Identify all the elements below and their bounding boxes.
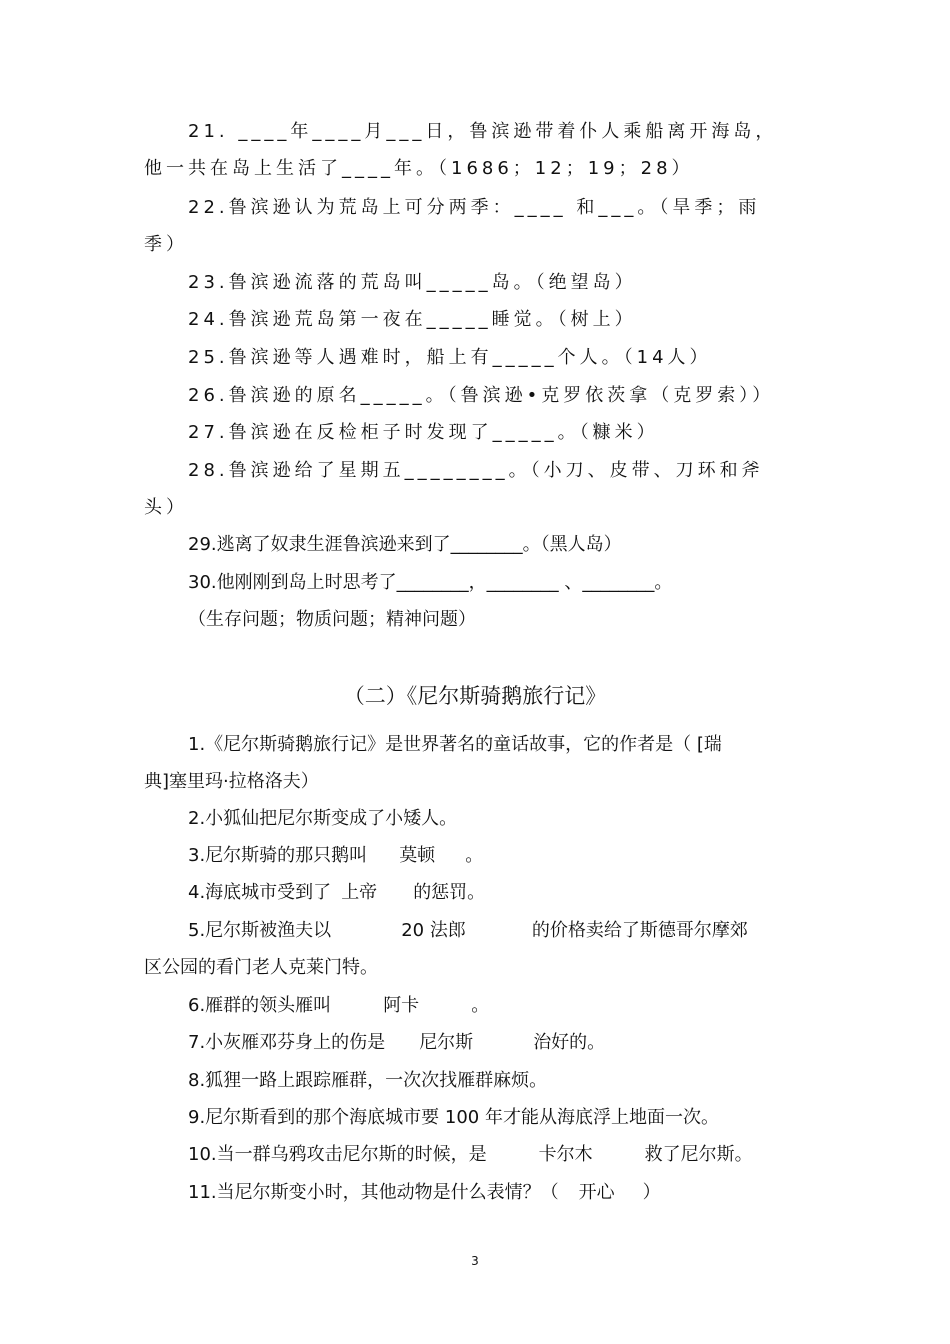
question-24: 24.鲁滨逊荒岛第一夜在_____睡觉。（树上） xyxy=(188,309,637,330)
question-6-answer: 阿卡 xyxy=(383,995,420,1016)
question-1-line2: 典]塞里玛·拉格洛夫） xyxy=(144,771,319,792)
question-28-line1: 28.鲁滨逊给了星期五________。（小刀、皮带、刀环和斧 xyxy=(188,460,764,481)
question-4-answer: 上帝 xyxy=(341,882,378,903)
question-10 xyxy=(188,1142,753,1168)
question-11-answer: 开心 xyxy=(578,1182,615,1203)
question-21-line1: 21. ____年____月___日，鲁滨逊带着仆人乘船离开海岛， xyxy=(188,121,778,142)
question-2: 2.小狐仙把尼尔斯变成了小矮人。 xyxy=(188,808,458,829)
question-4 xyxy=(188,880,485,906)
question-7 xyxy=(188,1030,605,1056)
page-number: 3 xyxy=(471,1254,479,1268)
question-8: 8.狐狸一路上跟踪雁群，一次次找雁群麻烦。 xyxy=(188,1070,548,1091)
question-7-end: 治好的。 xyxy=(533,1032,606,1053)
question-3 xyxy=(188,843,483,869)
question-26: 26.鲁滨逊的原名_____。（鲁滨逊•克罗依茨拿（克罗索）） xyxy=(188,385,775,406)
question-6-text: 6.雁群的领头雁叫 xyxy=(188,995,332,1016)
question-5-end: 的价格卖给了斯德哥尔摩郊 xyxy=(531,920,748,941)
section-title: （二）《尼尔斯骑鹅旅行记》 xyxy=(343,684,607,708)
question-5-text: 5.尼尔斯被渔夫以 xyxy=(188,920,332,941)
question-23: 23.鲁滨逊流落的荒岛叫_____岛。（绝望岛） xyxy=(188,272,637,293)
question-27: 27.鲁滨逊在反检柜子时发现了_____。（糠米） xyxy=(188,422,659,443)
question-7-answer: 尼尔斯 xyxy=(419,1032,474,1053)
question-1-line1: 1.《尼尔斯骑鹅旅行记》是世界著名的童话故事，它的作者是（ [瑞 xyxy=(188,734,722,755)
question-11-end: ） xyxy=(642,1182,661,1203)
question-11 xyxy=(188,1180,661,1206)
question-10-answer: 卡尔木 xyxy=(538,1144,593,1165)
question-29: 29.逃离了奴隶生涯鲁滨逊来到了________。（黑人岛） xyxy=(188,534,622,555)
question-30-line2: （生存问题；物质问题；精神问题） xyxy=(188,609,476,630)
question-3-answer: 莫顿 xyxy=(399,845,436,866)
question-30-line1: 30.他刚刚到岛上时思考了________，________ 、________。 xyxy=(188,572,673,593)
question-3-text: 3.尼尔斯骑的那只鹅叫 xyxy=(188,845,368,866)
question-3-end: 。 xyxy=(465,845,484,866)
question-5-answer: 20 法郎 xyxy=(401,920,466,941)
question-6-end: 。 xyxy=(471,995,490,1016)
question-11-text: 11.当尼尔斯变小时，其他动物是什么表情？（ xyxy=(188,1182,559,1203)
question-5-line1 xyxy=(188,918,748,944)
question-9: 9.尼尔斯看到的那个海底城市要 100 年才能从海底浮上地面一次。 xyxy=(188,1107,719,1128)
question-28-line2: 头） xyxy=(144,497,188,518)
question-22-line2: 季） xyxy=(144,234,188,255)
question-4-text: 4.海底城市受到了 xyxy=(188,882,332,903)
question-10-end: 救了尼尔斯。 xyxy=(644,1144,753,1165)
question-6 xyxy=(188,993,489,1019)
question-7-text: 7.小灰雁邓芬身上的伤是 xyxy=(188,1032,386,1053)
question-5-line2: 区公园的看门老人克莱门特。 xyxy=(144,957,378,978)
question-25: 25.鲁滨逊等人遇难时，船上有_____个人。（14人） xyxy=(188,347,712,368)
question-4-end: 的惩罚。 xyxy=(413,882,486,903)
question-21-line2: 他一共在岛上生活了____年。（1686；12；19；28） xyxy=(144,158,694,179)
question-10-text: 10.当一群乌鸦攻击尼尔斯的时候，是 xyxy=(188,1144,487,1165)
question-22-line1: 22.鲁滨逊认为荒岛上可分两季：____ 和___。（旱季；雨 xyxy=(188,197,761,218)
